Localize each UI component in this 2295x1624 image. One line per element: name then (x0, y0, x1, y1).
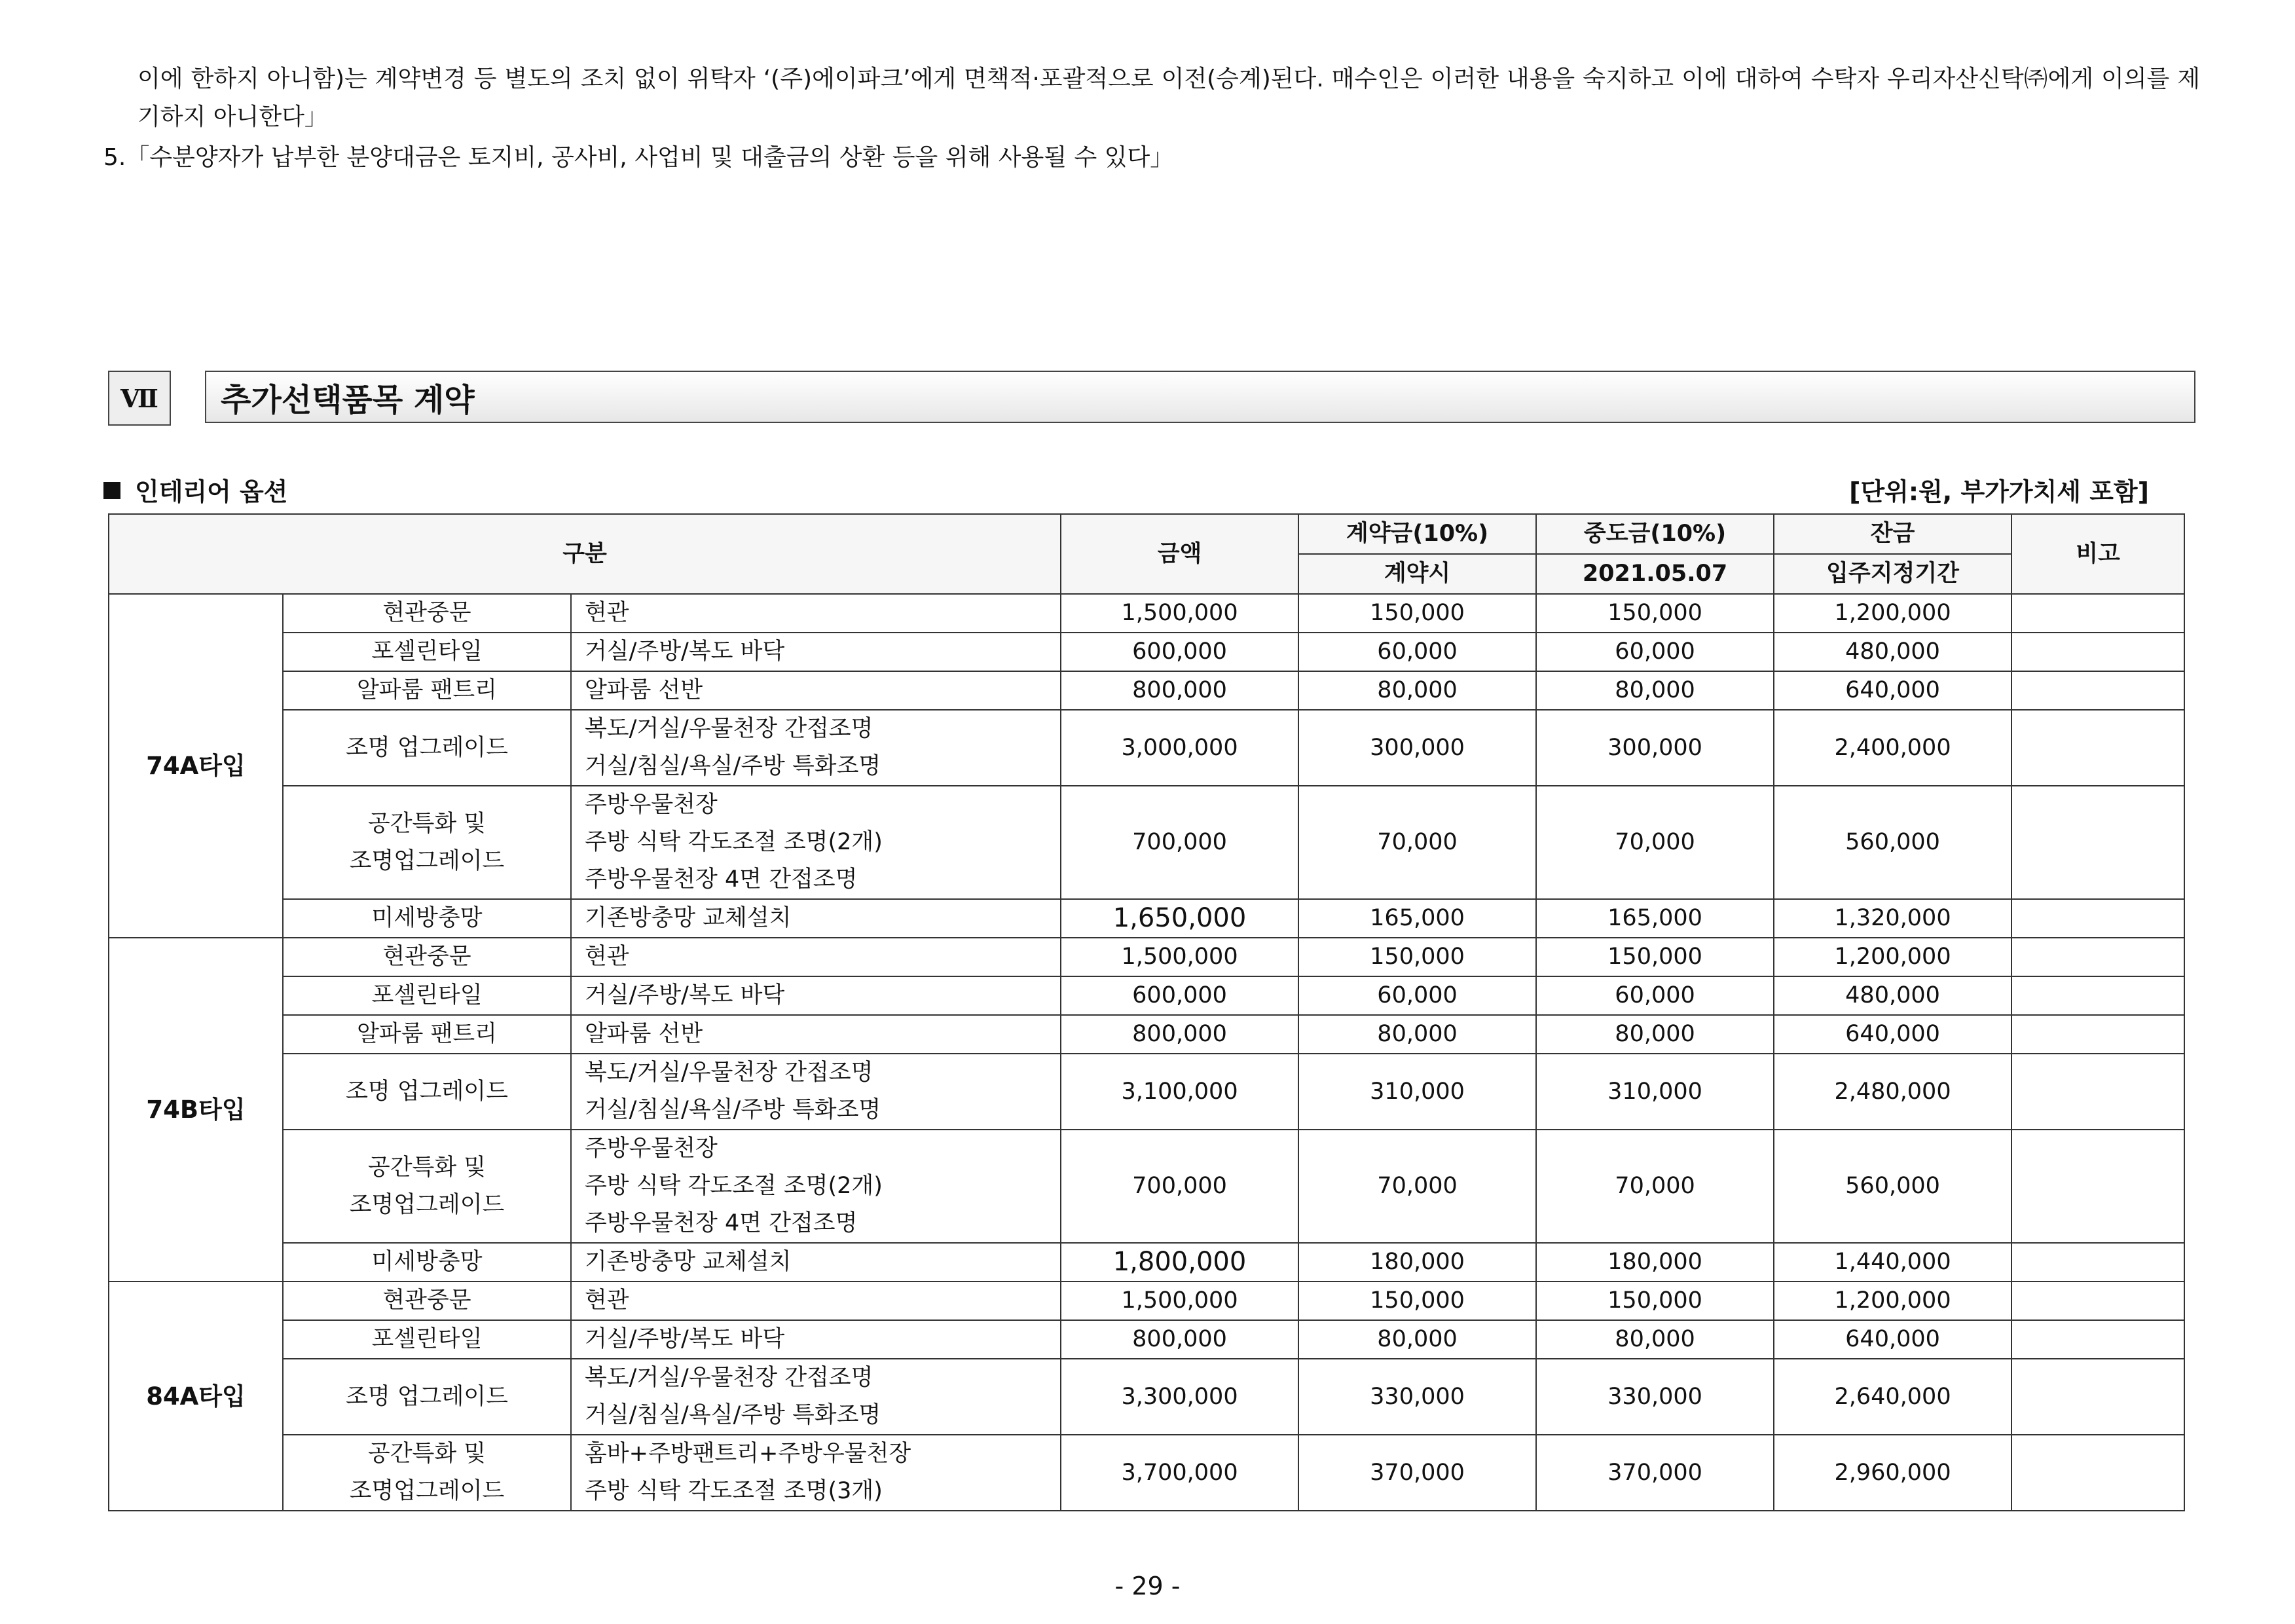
subheading (103, 471, 287, 507)
table-row (109, 1054, 2184, 1130)
item-cell (283, 1130, 571, 1243)
intro-paragraph: 이에 한하지 아니함)는 계약변경 등 별도의 조치 없이 위탁자 ‘(주)에이파크’에게 면책적·포괄적으로 이전(승계)된다. 매수인은 이러한 내용을 숙지하고 이에 대하여 수탁자 우리자산신탁㈜에게 이의를 제기하지 아니한다」 (138, 65, 2200, 130)
item-cell: 조명 업그레이드 (283, 1054, 571, 1130)
desc-cell (571, 1359, 1061, 1435)
deposit-cell: 150,000 (1298, 594, 1536, 633)
amount-cell: 800,000 (1061, 1015, 1298, 1054)
deposit-cell: 150,000 (1298, 1282, 1536, 1320)
desc-cell: 알파룸 선반 (571, 671, 1061, 710)
middle-cell: 165,000 (1536, 899, 1774, 938)
middle-cell: 80,000 (1536, 1320, 1774, 1359)
type-cell: 74A타입 (109, 594, 283, 938)
balance-cell: 560,000 (1774, 1130, 2011, 1243)
balance-cell: 640,000 (1774, 671, 2011, 710)
note-cell (2011, 938, 2184, 976)
table-row (109, 899, 2184, 938)
desc-cell (571, 1130, 1061, 1243)
desc-line: 주방 식탁 각도조절 조명(2개) (585, 1173, 883, 1199)
amount-cell: 1,500,000 (1061, 938, 1298, 976)
desc-line: 주방우물천장 4면 간접조명 (585, 866, 858, 893)
middle-cell: 70,000 (1536, 1130, 1774, 1243)
desc-line: 복도/거실/우물천장 간접조명 (585, 716, 873, 742)
note-cell (2011, 786, 2184, 899)
desc-cell (571, 786, 1061, 899)
desc-cell: 거실/주방/복도 바닥 (571, 1320, 1061, 1359)
item-cell: 미세방충망 (283, 899, 571, 938)
desc-cell: 거실/주방/복도 바닥 (571, 976, 1061, 1015)
balance-cell: 1,200,000 (1774, 1282, 2011, 1320)
subheading-label: 인테리어 옵션 (135, 477, 288, 506)
item-cell: 포셀린타일 (283, 1320, 571, 1359)
item-cell: 조명 업그레이드 (283, 710, 571, 786)
table-row (109, 1320, 2184, 1359)
type-cell: 74B타입 (109, 938, 283, 1282)
intro-text (103, 60, 2200, 177)
note-cell (2011, 1282, 2184, 1320)
note-cell (2011, 594, 2184, 633)
middle-cell: 80,000 (1536, 1015, 1774, 1054)
table-row (109, 594, 2184, 633)
amount-cell: 800,000 (1061, 1320, 1298, 1359)
deposit-cell: 330,000 (1298, 1359, 1536, 1435)
table-row (109, 1015, 2184, 1054)
desc-cell: 기존방충망 교체설치 (571, 899, 1061, 938)
middle-cell: 310,000 (1536, 1054, 1774, 1130)
header-middle: 중도금(10%) (1536, 514, 1774, 554)
item-line: 조명업그레이드 (349, 1478, 505, 1504)
header-middle-when: 2021.05.07 (1536, 554, 1774, 594)
table-row (109, 1243, 2184, 1282)
note-cell (2011, 710, 2184, 786)
deposit-cell: 370,000 (1298, 1435, 1536, 1511)
table-row (109, 671, 2184, 710)
note-cell (2011, 899, 2184, 938)
header-balance: 잔금 (1774, 514, 2011, 554)
item-cell: 포셀린타일 (283, 976, 571, 1015)
intro-item-5: 5.「수분양자가 납부한 분양대금은 토지비, 공사비, 사업비 및 대출금의 상환 등을 위해 사용될 수 있다」 (103, 144, 1174, 171)
desc-cell: 기존방충망 교체설치 (571, 1243, 1061, 1282)
desc-line: 주방 식탁 각도조절 조명(2개) (585, 829, 883, 855)
unit-note: [단위:원, 부가가치세 포함] (1849, 477, 2149, 506)
square-bullet-icon (103, 482, 120, 499)
middle-cell: 330,000 (1536, 1359, 1774, 1435)
middle-cell: 150,000 (1536, 938, 1774, 976)
desc-cell: 현관 (571, 938, 1061, 976)
middle-cell: 150,000 (1536, 1282, 1774, 1320)
item-cell: 현관중문 (283, 1282, 571, 1320)
item-line: 공간특화 및 (367, 1154, 487, 1181)
desc-line: 주방우물천장 (585, 792, 718, 818)
item-cell: 조명 업그레이드 (283, 1359, 571, 1435)
note-cell (2011, 1435, 2184, 1511)
item-cell: 현관중문 (283, 938, 571, 976)
amount-cell: 3,700,000 (1061, 1435, 1298, 1511)
desc-line: 거실/침실/욕실/주방 특화조명 (585, 1402, 881, 1428)
section-title: 추가선택품목 계약 (205, 371, 2195, 423)
note-cell (2011, 1054, 2184, 1130)
deposit-cell: 165,000 (1298, 899, 1536, 938)
desc-line: 거실/침실/욕실/주방 특화조명 (585, 1097, 881, 1123)
desc-cell (571, 1054, 1061, 1130)
table-row (109, 938, 2184, 976)
table-row (109, 976, 2184, 1015)
deposit-cell: 80,000 (1298, 671, 1536, 710)
balance-cell: 2,960,000 (1774, 1435, 2011, 1511)
note-cell (2011, 1243, 2184, 1282)
balance-cell: 2,400,000 (1774, 710, 2011, 786)
desc-line: 거실/침실/욕실/주방 특화조명 (585, 753, 881, 779)
middle-cell: 180,000 (1536, 1243, 1774, 1282)
amount-cell: 800,000 (1061, 671, 1298, 710)
item-cell: 알파룸 팬트리 (283, 671, 571, 710)
desc-line: 주방우물천장 4면 간접조명 (585, 1210, 858, 1236)
item-cell: 현관중문 (283, 594, 571, 633)
middle-cell: 70,000 (1536, 786, 1774, 899)
deposit-cell: 180,000 (1298, 1243, 1536, 1282)
amount-cell: 600,000 (1061, 633, 1298, 671)
middle-cell: 60,000 (1536, 976, 1774, 1015)
note-cell (2011, 1015, 2184, 1054)
balance-cell: 1,320,000 (1774, 899, 2011, 938)
balance-cell: 480,000 (1774, 976, 2011, 1015)
table-row (109, 1435, 2184, 1511)
amount-cell: 3,000,000 (1061, 710, 1298, 786)
item-line: 조명업그레이드 (349, 847, 505, 874)
amount-cell: 1,500,000 (1061, 594, 1298, 633)
deposit-cell: 60,000 (1298, 633, 1536, 671)
deposit-cell: 80,000 (1298, 1015, 1536, 1054)
balance-cell: 480,000 (1774, 633, 2011, 671)
note-cell (2011, 633, 2184, 671)
balance-cell: 1,200,000 (1774, 938, 2011, 976)
desc-line: 복도/거실/우물천장 간접조명 (585, 1365, 873, 1391)
header-balance-when: 입주지정기간 (1774, 554, 2011, 594)
deposit-cell: 300,000 (1298, 710, 1536, 786)
table-row (109, 786, 2184, 899)
deposit-cell: 70,000 (1298, 1130, 1536, 1243)
table-row (109, 633, 2184, 671)
middle-cell: 60,000 (1536, 633, 1774, 671)
balance-cell: 1,200,000 (1774, 594, 2011, 633)
table-row (109, 710, 2184, 786)
middle-cell: 150,000 (1536, 594, 1774, 633)
header-amount: 금액 (1061, 514, 1298, 594)
note-cell (2011, 671, 2184, 710)
item-line: 조명업그레이드 (349, 1191, 505, 1218)
amount-cell: 1,500,000 (1061, 1282, 1298, 1320)
section-number: Ⅶ (108, 371, 171, 426)
interior-option-table (108, 513, 2185, 1511)
item-line: 공간특화 및 (367, 810, 487, 837)
desc-line: 복도/거실/우물천장 간접조명 (585, 1060, 873, 1086)
item-cell (283, 786, 571, 899)
table-row (109, 1282, 2184, 1320)
balance-cell: 1,440,000 (1774, 1243, 2011, 1282)
deposit-cell: 150,000 (1298, 938, 1536, 976)
deposit-cell: 80,000 (1298, 1320, 1536, 1359)
deposit-cell: 70,000 (1298, 786, 1536, 899)
desc-line: 주방 식탁 각도조절 조명(3개) (585, 1478, 883, 1504)
note-cell (2011, 976, 2184, 1015)
item-cell (283, 1435, 571, 1511)
desc-cell: 알파룸 선반 (571, 1015, 1061, 1054)
header-note: 비고 (2011, 514, 2184, 594)
item-cell: 포셀린타일 (283, 633, 571, 671)
header-deposit: 계약금(10%) (1298, 514, 1536, 554)
amount-cell: 1,650,000 (1061, 899, 1298, 938)
table-row (109, 1130, 2184, 1243)
middle-cell: 370,000 (1536, 1435, 1774, 1511)
balance-cell: 2,480,000 (1774, 1054, 2011, 1130)
amount-cell: 3,100,000 (1061, 1054, 1298, 1130)
item-line: 공간특화 및 (367, 1441, 487, 1467)
item-cell: 미세방충망 (283, 1243, 571, 1282)
amount-cell: 1,800,000 (1061, 1243, 1298, 1282)
amount-cell: 3,300,000 (1061, 1359, 1298, 1435)
amount-cell: 700,000 (1061, 786, 1298, 899)
desc-cell: 현관 (571, 1282, 1061, 1320)
desc-cell: 거실/주방/복도 바닥 (571, 633, 1061, 671)
middle-cell: 300,000 (1536, 710, 1774, 786)
desc-cell (571, 1435, 1061, 1511)
balance-cell: 640,000 (1774, 1015, 2011, 1054)
balance-cell: 560,000 (1774, 786, 2011, 899)
desc-cell (571, 710, 1061, 786)
middle-cell: 80,000 (1536, 671, 1774, 710)
table-row (109, 1359, 2184, 1435)
desc-line: 홈바+주방팬트리+주방우물천장 (585, 1441, 911, 1467)
deposit-cell: 60,000 (1298, 976, 1536, 1015)
type-cell: 84A타입 (109, 1282, 283, 1511)
deposit-cell: 310,000 (1298, 1054, 1536, 1130)
note-cell (2011, 1320, 2184, 1359)
item-cell: 알파룸 팬트리 (283, 1015, 571, 1054)
page-number: - 29 - (1114, 1572, 1181, 1600)
note-cell (2011, 1130, 2184, 1243)
amount-cell: 700,000 (1061, 1130, 1298, 1243)
header-category: 구분 (109, 514, 1061, 594)
note-cell (2011, 1359, 2184, 1435)
header-deposit-when: 계약시 (1298, 554, 1536, 594)
amount-cell: 600,000 (1061, 976, 1298, 1015)
desc-cell: 현관 (571, 594, 1061, 633)
balance-cell: 2,640,000 (1774, 1359, 2011, 1435)
desc-line: 주방우물천장 (585, 1135, 718, 1162)
balance-cell: 640,000 (1774, 1320, 2011, 1359)
